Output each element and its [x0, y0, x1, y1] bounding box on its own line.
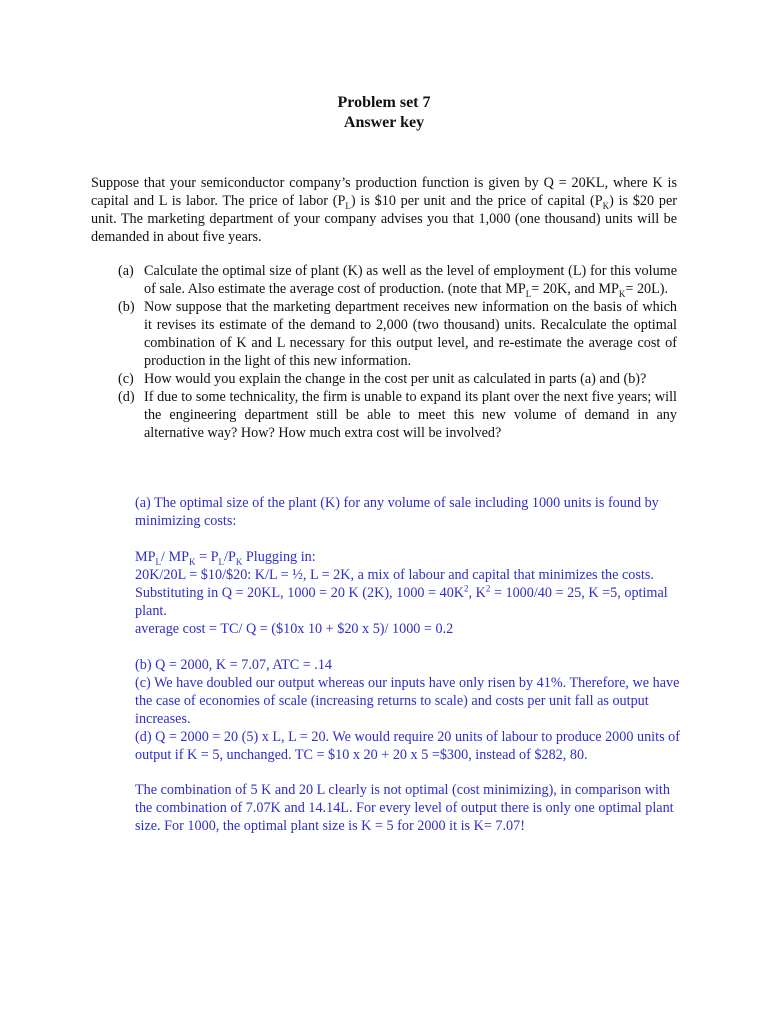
question-item — [118, 388, 677, 442]
question-list — [118, 262, 677, 442]
answer-a-calc: 20K/20L = $10/$20: K/L = ½, L = 2K, a mix of labour and capital that minimizes the costs. Substituting in Q = 20KL, 1000 = 20 K (2K), $1000 = 40K^2$, $K^2 = 1000/40 = 25$, K =5, optimal plant. — [135, 567, 668, 619]
answer-a-working — [135, 548, 680, 638]
document-subtitle: Answer key — [343, 114, 425, 131]
question-label: (b) — [118, 299, 135, 315]
answer-b-c-d — [135, 656, 680, 764]
title-block — [0, 93, 768, 133]
problem-intro: Suppose that your semiconductor company’s production function is given by Q = 20KL, where K is capital and L is labor. The price of labor $(P_L)$ is $10 per unit and the price of capital $(P_K)$ is $20 per unit. The marketing department of your company advises you that 1,000 (one thousand) units will be demanded in about five years. — [91, 175, 677, 245]
question-text: Now suppose that the marketing department receives new information on the basis of which it revises its estimate of the demand to 2,000 (two thousand) units. Recalculate the optimal combination of K and L necessary for this output level, and re-estimate the average cost of production in the light of this new information. — [144, 299, 677, 369]
question-item: (a) Calculate the optimal size of plant (K) as well as the level of employment (L) for this volume of sale. Also estimate the average cost of production. (note that $MP_L= 20K$, and $MP_K= 20L$). — [118, 263, 677, 299]
question-item — [118, 298, 677, 370]
question-text: How would you explain the change in the cost per unit as calculated in parts (a) and (b)? — [144, 371, 647, 387]
answer-conclusion: The combination of 5 K and 20 L clearly is not optimal (cost minimizing), in comparison with the combination of 7.07K and 14.14L. For every level of output there is only one optimal plant size. For 1000, the optimal plant size is K = 5 for 2000 it is K= 7.07! — [135, 782, 674, 834]
question-label: (d) — [118, 389, 135, 405]
question-label: (a) — [118, 263, 134, 279]
answer-a-ratio: $MP_L/$ $MP_K = P_L/P_K$ Plugging in: — [135, 549, 316, 567]
question-text: If due to some technicality, the firm is unable to expand its plant over the next five years; will the engineering department still be able to meet this new volume of demand in any alternative way? How? How much extra cost will be involved? — [144, 389, 677, 441]
answer-a-average-cost: average cost = TC/ Q = ($10x 10 + $20 x 5)/ 1000 = 0.2 — [135, 621, 454, 637]
answer-d: (d) Q = 2000 = 20 (5) x L, L = 20. We would require 20 units of labour to produce 2000 units of output if K = 5, unchanged. TC = $10 x 20 + 20 x 5 =$300, instead of $282, 80. — [135, 729, 680, 763]
answer-a-intro: (a) The optimal size of the plant (K) for any volume of sale including 1000 units is found by minimizing costs: — [135, 495, 659, 529]
answer-b: (b) Q = 2000, K = 7.07, ATC = .14 — [135, 657, 333, 673]
document-title: Problem set 7 — [337, 94, 431, 111]
question-label: (c) — [118, 371, 134, 387]
answer-c: (c) We have doubled our output whereas our inputs have only risen by 41%. Therefore, we have the case of economies of scale (increasing returns to scale) and costs per unit fall as output increases. — [135, 675, 680, 727]
question-item — [118, 370, 677, 388]
